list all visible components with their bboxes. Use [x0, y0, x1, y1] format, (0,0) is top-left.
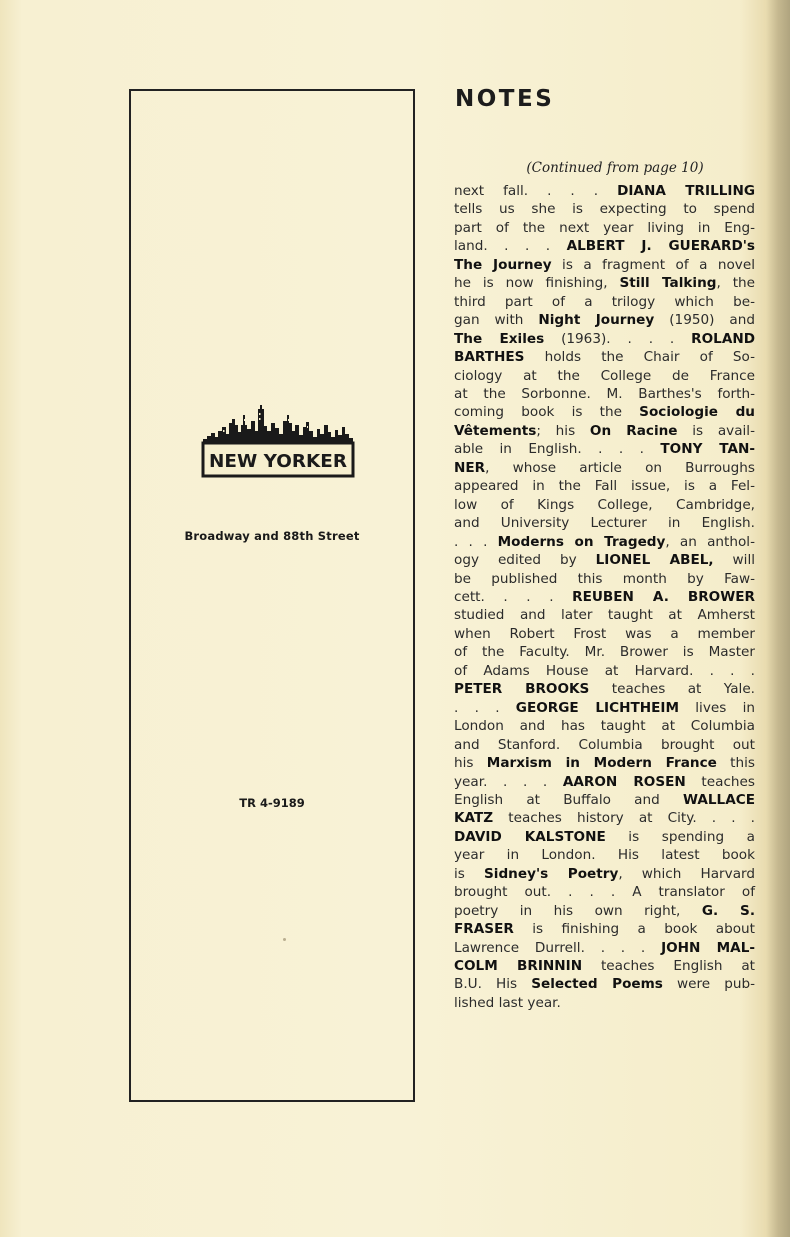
notes-line: [454, 680, 755, 698]
notes-line: [454, 182, 755, 200]
notes-line: [454, 920, 755, 938]
notes-heading: NOTES: [455, 86, 555, 112]
text-run: , whose article on Burroughs: [485, 459, 755, 476]
notes-line: [454, 514, 755, 532]
ad-address: Broadway and 88th Street: [184, 529, 360, 543]
bold-name: The Exiles: [454, 330, 545, 347]
text-run: is finishing a book about: [513, 921, 755, 938]
text-run: teaches: [685, 773, 755, 790]
text-run: part of the next year living in Eng-: [454, 219, 755, 236]
bold-name: On Racine: [589, 422, 678, 439]
text-run: , an anthol-: [665, 533, 755, 550]
skyline-icon: [203, 405, 353, 443]
text-run: is: [454, 865, 484, 882]
bold-name: TONY TAN-: [660, 441, 755, 458]
text-run: were pub-: [662, 976, 755, 993]
text-run: lives in: [679, 699, 755, 716]
notes-line: [454, 588, 755, 606]
text-run: . . .: [454, 533, 498, 550]
bold-name: GEORGE LICHTHEIM: [515, 699, 679, 716]
notes-line: [454, 865, 755, 883]
text-run: of the Faculty. Mr. Brower is Master: [454, 644, 755, 661]
text-run: B.U. His: [454, 976, 532, 993]
text-run: ciology at the College de France: [454, 367, 755, 384]
text-run: brought out. . . . A translator of: [454, 884, 755, 901]
notes-line: [454, 828, 755, 846]
text-run: holds the Chair of So-: [524, 349, 755, 366]
bold-name: Night Journey: [538, 312, 655, 329]
notes-line: [454, 754, 755, 772]
bold-name: REUBEN A. BROWER: [572, 588, 755, 605]
bold-name: The Journey: [454, 256, 552, 273]
text-run: London and has taught at Columbia: [454, 718, 755, 735]
text-run: low of Kings College, Cambridge,: [454, 496, 755, 513]
notes-line: [454, 440, 755, 458]
bold-name: Still Talking: [619, 275, 717, 292]
text-run: at the Sorbonne. M. Barthes's forth-: [454, 385, 755, 402]
notes-line: [454, 606, 755, 624]
bold-name: JOHN MAL-: [661, 939, 755, 956]
bold-name: COLM BRINNIN: [454, 958, 583, 975]
notes-line: [454, 662, 755, 680]
text-run: appeared in the Fall issue, is a Fel-: [454, 478, 755, 495]
bold-name: DIANA TRILLING: [617, 183, 755, 199]
text-run: be published this month by Faw-: [454, 570, 755, 587]
text-run: this: [716, 755, 755, 772]
notes-line: [454, 939, 755, 957]
text-run: , the: [716, 275, 756, 292]
text-run: will: [713, 552, 755, 569]
notes-line: [454, 274, 755, 292]
notes-line: [454, 403, 755, 421]
text-run: . . .: [454, 699, 516, 716]
text-run: Lawrence Durrell. . . .: [454, 939, 662, 956]
text-run: and University Lecturer in English.: [454, 515, 755, 532]
notes-line: [454, 293, 755, 311]
text-run: year in London. His latest book: [454, 847, 755, 864]
text-run: teaches English at: [582, 958, 755, 975]
notes-line: [454, 717, 755, 735]
notes-line: [454, 957, 755, 975]
text-run: is avail-: [677, 422, 755, 439]
notes-line: [454, 533, 755, 551]
notes-line: [454, 846, 755, 864]
text-run: teaches history at City. . . .: [493, 810, 755, 827]
notes-line: [454, 570, 755, 588]
page-spine-shadow: [766, 0, 790, 1237]
text-run: tells us she is expecting to spend: [454, 201, 755, 218]
text-run: (1950) and: [654, 312, 756, 329]
notes-line: [454, 385, 755, 403]
bold-name: WALLACE: [682, 791, 755, 808]
notes-line: [454, 625, 755, 643]
text-run: studied and later taught at Amherst: [454, 607, 755, 624]
text-run: he is now finishing,: [454, 275, 620, 292]
bold-name: ROLAND: [691, 330, 756, 347]
bold-name: Marxism in Modern France: [486, 755, 717, 772]
text-run: (1963). . . .: [544, 330, 692, 347]
paper-speck: [283, 938, 286, 941]
text-run: poetry in his own right,: [454, 902, 702, 919]
text-run: teaches at Yale.: [589, 681, 755, 698]
text-run: ; his: [536, 422, 590, 439]
notes-line: [454, 699, 755, 717]
notes-line: [454, 975, 755, 993]
bold-name: FRASER: [454, 921, 514, 938]
text-run: land. . . .: [454, 238, 567, 255]
notes-line: [454, 551, 755, 569]
bold-name: G. S.: [701, 902, 755, 919]
bold-name: LIONEL ABEL,: [595, 552, 714, 569]
continued-note: (Continued from page 10): [526, 160, 704, 176]
notes-line: [454, 311, 755, 329]
notes-line: [454, 219, 755, 237]
bold-name: ALBERT J. GUERARD's: [566, 238, 756, 255]
notes-line: [454, 330, 755, 348]
bold-name: Sociologie du: [639, 404, 755, 421]
notes-line: [454, 367, 755, 385]
notes-line: [454, 496, 755, 514]
notes-line: [454, 237, 755, 255]
text-run: third part of a trilogy which be-: [454, 293, 755, 310]
bold-name: BARTHES: [454, 349, 525, 366]
text-run: , which Harvard: [618, 865, 756, 882]
text-run: and Stanford. Columbia brought out: [454, 736, 755, 753]
notes-line: [454, 809, 755, 827]
text-run: is a fragment of a novel: [551, 256, 755, 273]
text-run: is spending a: [605, 828, 755, 845]
notes-line: [454, 459, 755, 477]
notes-line: [454, 643, 755, 661]
notes-line: [454, 994, 755, 1012]
text-run: coming book is the: [454, 404, 640, 421]
bold-name: Vêtements: [454, 422, 537, 439]
notes-line: [454, 477, 755, 495]
notes-column: [454, 182, 755, 1012]
new-yorker-theater-logo: [199, 401, 359, 481]
text-run: English at Buffalo and: [454, 791, 683, 808]
text-run: able in English. . . .: [454, 441, 661, 458]
bold-name: Selected Poems: [531, 976, 663, 993]
notes-line: [454, 422, 755, 440]
notes-line: [454, 883, 755, 901]
advertisement-box: [129, 89, 415, 1102]
bold-name: Sidney's Poetry: [484, 865, 619, 882]
text-run: year. . . .: [454, 773, 563, 790]
notes-line: [454, 736, 755, 754]
notes-line: [454, 902, 755, 920]
notes-line: [454, 791, 755, 809]
notes-line: [454, 348, 755, 366]
bold-name: KATZ: [454, 810, 494, 827]
text-run: gan with: [454, 312, 539, 329]
text-run: lished last year.: [454, 994, 561, 1011]
bold-name: DAVID KALSTONE: [454, 828, 606, 845]
notes-line: [454, 773, 755, 791]
notes-line: [454, 256, 755, 274]
logo-text: NEW YORKER: [209, 451, 348, 472]
bold-name: PETER BROOKS: [454, 681, 590, 698]
notes-line: [454, 200, 755, 218]
bold-name: NER: [454, 459, 486, 476]
bold-name: Moderns on Tragedy: [497, 533, 666, 550]
text-run: next fall. . . .: [454, 183, 618, 199]
text-run: his: [454, 755, 487, 772]
text-run: when Robert Frost was a member: [454, 625, 755, 642]
bold-name: AARON ROSEN: [562, 773, 686, 790]
ad-phone-number: TR 4-9189: [239, 796, 305, 810]
text-run: cett. . . .: [454, 588, 573, 605]
text-run: of Adams House at Harvard. . . .: [454, 662, 755, 679]
text-run: ogy edited by: [454, 552, 596, 569]
